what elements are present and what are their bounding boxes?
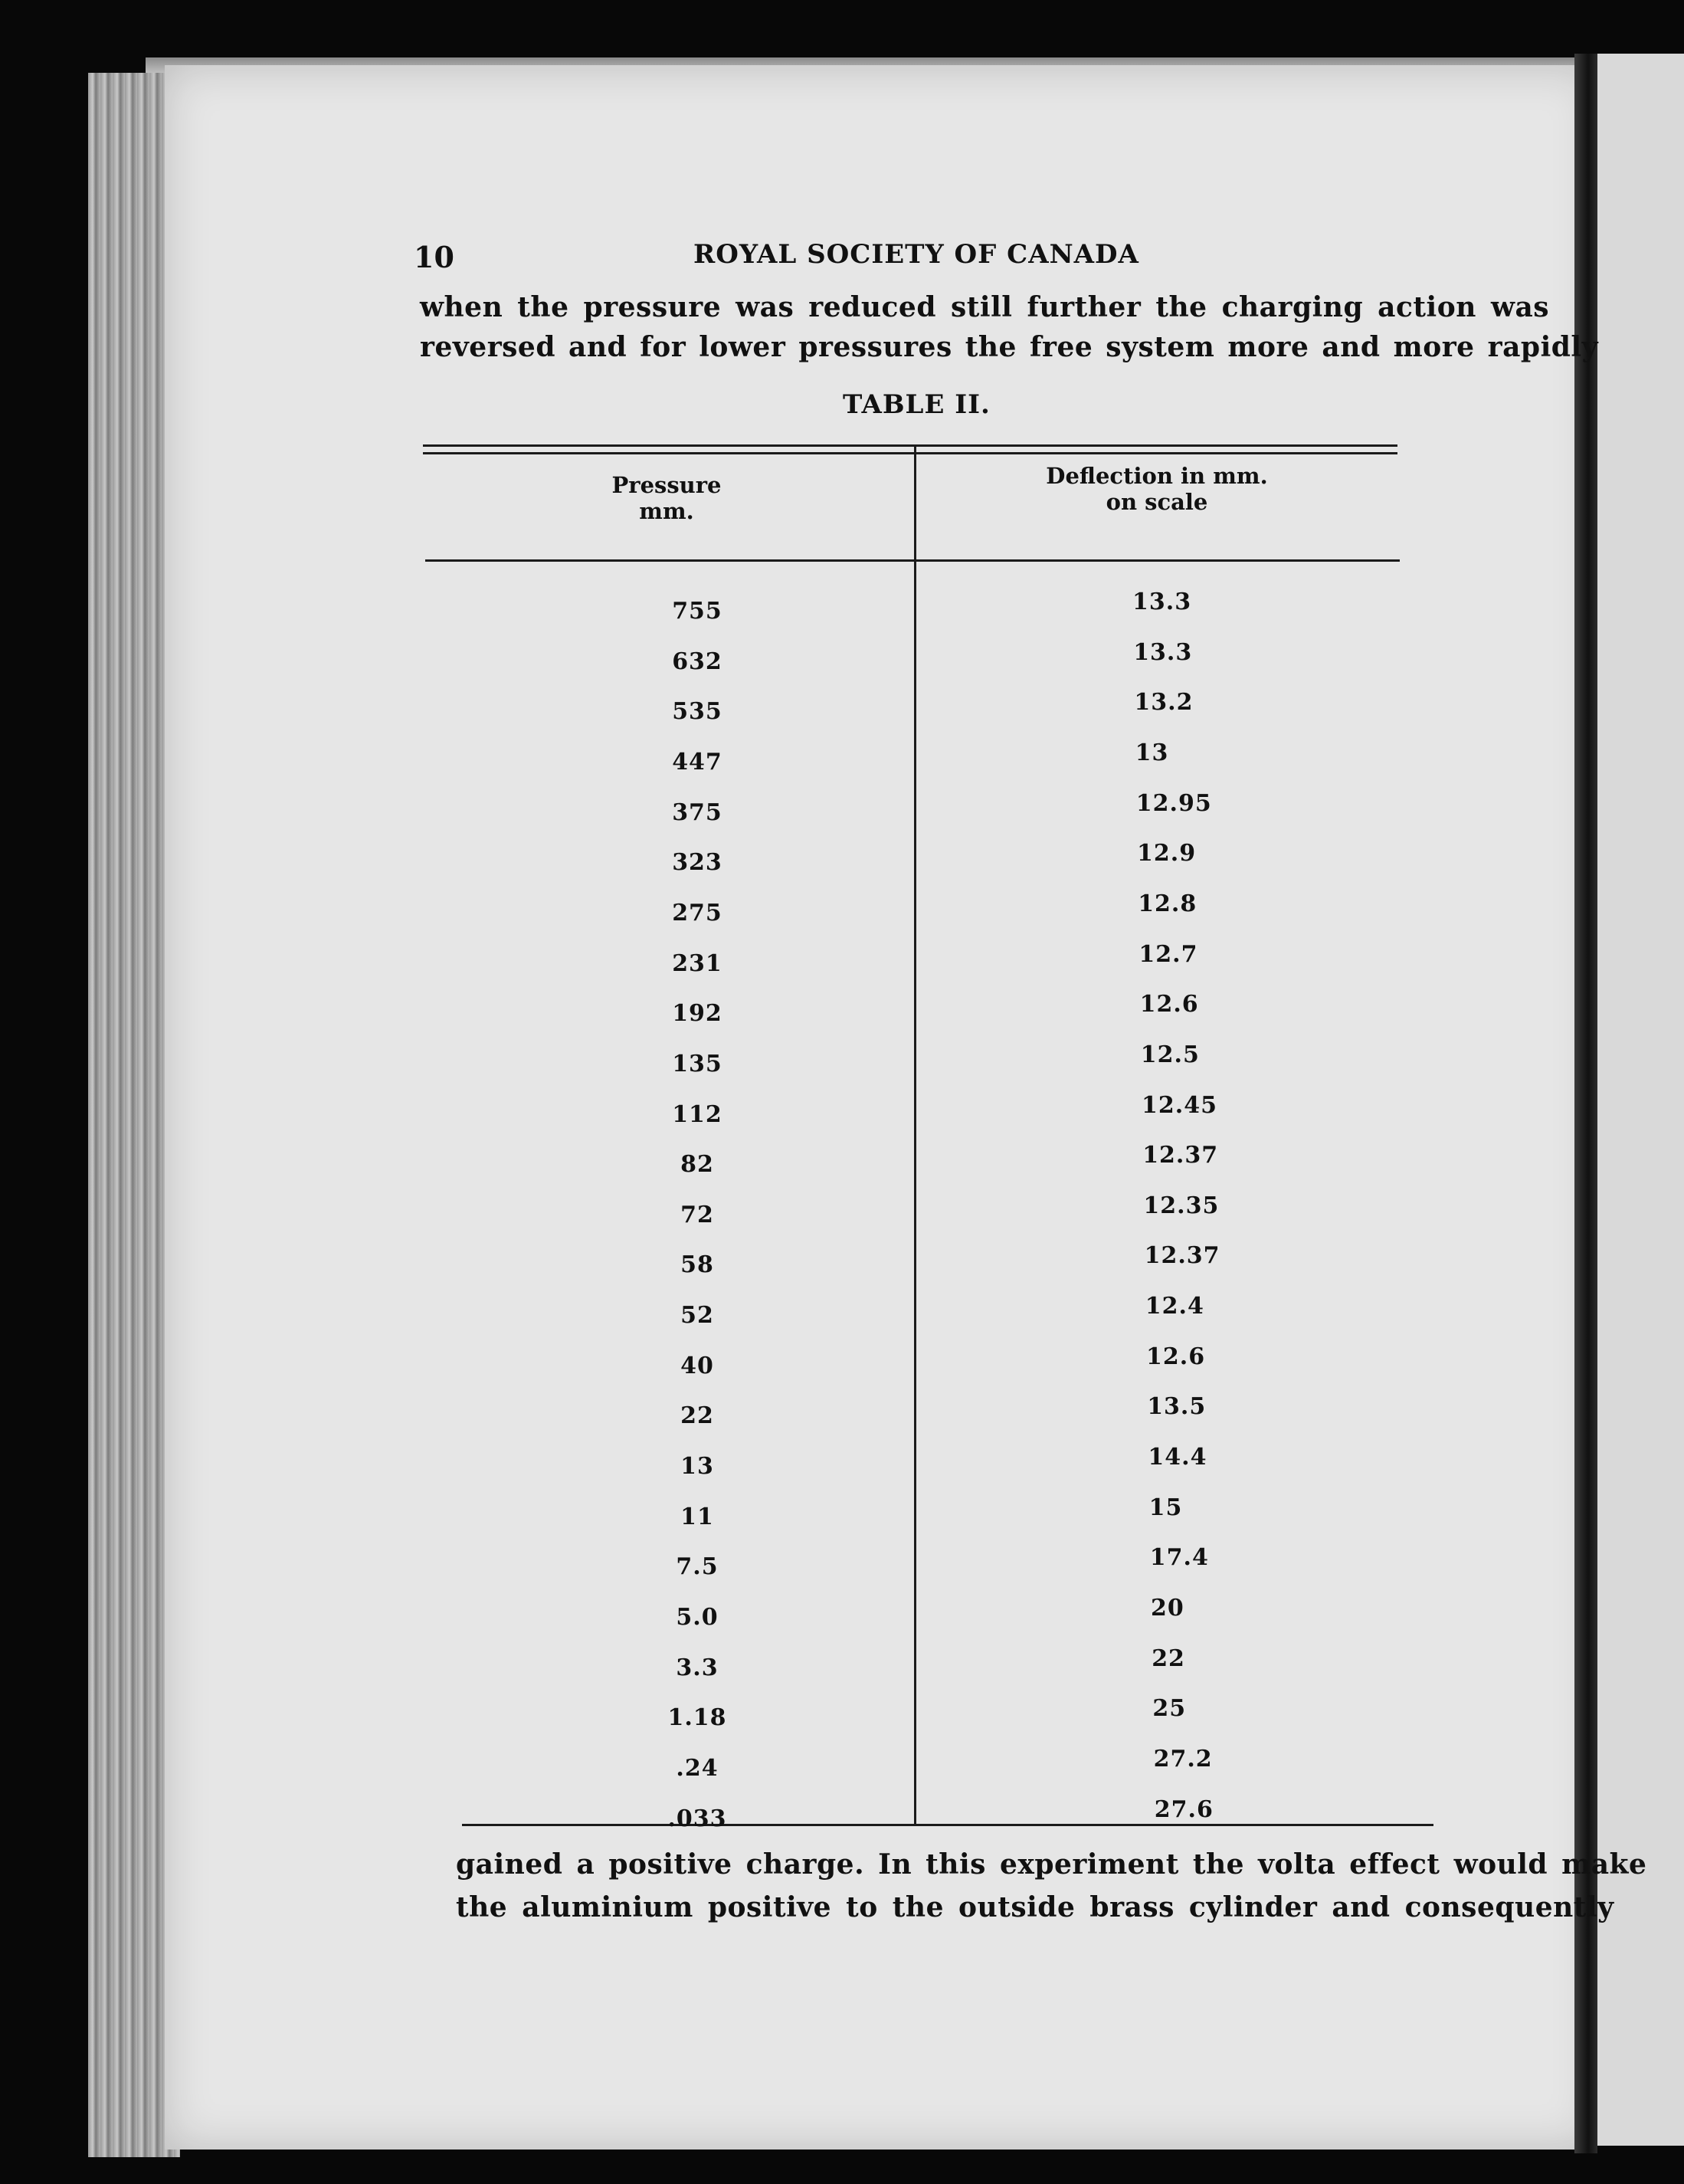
deflection-cell: 13 — [1135, 739, 1169, 766]
table-column-divider — [914, 447, 916, 1826]
book-gutter — [1574, 54, 1597, 2153]
deflection-cell: 12.6 — [1146, 1343, 1206, 1370]
outro-line-2: the aluminium positive to the outside brass cylinder and consequently — [456, 1891, 1614, 1923]
deflection-cell: 12.37 — [1142, 1142, 1219, 1169]
pressure-cell: 375 — [672, 799, 722, 826]
pressure-cell: 58 — [680, 1251, 714, 1279]
facing-page-edge — [1597, 54, 1684, 2146]
pressure-cell: 13 — [680, 1453, 714, 1481]
table-top-rule-double — [423, 452, 1397, 454]
pressure-cell: 112 — [672, 1100, 722, 1128]
book-page — [165, 65, 1597, 2150]
pressure-cell: 82 — [680, 1151, 714, 1179]
running-head: ROYAL SOCIETY OF CANADA — [693, 239, 1139, 270]
intro-line-2: reversed and for lower pressures the free system more and more rapidly — [420, 331, 1599, 363]
pressure-cell: 3.3 — [676, 1654, 719, 1681]
pressure-cell: 40 — [680, 1352, 714, 1379]
pressure-cell: 5.0 — [676, 1604, 719, 1631]
deflection-cell: 15 — [1148, 1494, 1183, 1521]
deflection-cell: 27.2 — [1153, 1745, 1213, 1772]
deflection-cell: 13.3 — [1133, 638, 1193, 666]
deflection-cell: 13.3 — [1132, 589, 1192, 615]
deflection-cell: 14.4 — [1148, 1444, 1207, 1471]
deflection-cell: 12.9 — [1137, 840, 1197, 867]
column-header-pressure — [582, 472, 751, 524]
pressure-cell: 231 — [672, 949, 722, 977]
pressure-cell: 535 — [672, 698, 722, 726]
deflection-cell: 12.5 — [1140, 1041, 1200, 1068]
deflection-cell: 13.5 — [1147, 1393, 1207, 1421]
deflection-cell: 12.7 — [1139, 940, 1198, 968]
deflection-cell: 12.37 — [1144, 1242, 1220, 1270]
table-title: TABLE II. — [843, 389, 991, 420]
pressure-cell: 11 — [680, 1503, 714, 1530]
pressure-cell: 135 — [672, 1050, 722, 1077]
deflection-cell: 12.8 — [1138, 890, 1197, 917]
deflection-cell: 12.6 — [1139, 991, 1199, 1018]
table-top-rule — [423, 444, 1397, 447]
deflection-cell: 12.95 — [1135, 789, 1212, 817]
deflection-cell: 13.2 — [1134, 689, 1194, 717]
pressure-cell: 447 — [672, 748, 722, 776]
deflection-cell: 27.6 — [1154, 1795, 1214, 1823]
column-header-deflection-line-2: on scale — [1106, 489, 1208, 515]
pressure-cell: 72 — [680, 1201, 714, 1228]
deflection-cell: 12.45 — [1142, 1091, 1217, 1119]
deflection-cell: 12.35 — [1143, 1192, 1220, 1219]
pressure-cell: 632 — [672, 648, 722, 675]
pressure-cell: 1.18 — [667, 1704, 727, 1732]
column-header-pressure-line-1: Pressure — [611, 472, 722, 498]
pressure-cell: .24 — [676, 1754, 719, 1782]
column-header-pressure-line-2: mm. — [639, 498, 694, 524]
pressure-cell: .033 — [667, 1805, 727, 1832]
pressure-cell: 323 — [672, 849, 722, 877]
outro-line-1: gained a positive charge. In this experiment the volta effect would make — [456, 1848, 1647, 1881]
column-header-deflection — [1019, 463, 1295, 515]
deflection-cell: 12.4 — [1145, 1293, 1204, 1320]
page-number: 10 — [414, 240, 454, 274]
column-header-deflection-line-1: Deflection in mm. — [1046, 463, 1268, 489]
intro-line-1: when the pressure was reduced still further the charging action was — [420, 291, 1550, 323]
deflection-cell: 20 — [1151, 1595, 1184, 1622]
deflection-cell: 17.4 — [1149, 1544, 1209, 1572]
pressure-cell: 755 — [672, 598, 722, 625]
deflection-cell: 22 — [1152, 1645, 1185, 1672]
pressure-cell: 275 — [672, 899, 722, 926]
deflection-cell: 25 — [1152, 1695, 1187, 1723]
table-bottom-rule — [462, 1824, 1433, 1826]
table-header-rule — [425, 559, 1400, 562]
pressure-cell: 7.5 — [676, 1553, 719, 1581]
pressure-cell: 192 — [672, 1000, 722, 1028]
pressure-cell: 22 — [680, 1402, 714, 1430]
pressure-cell: 52 — [680, 1302, 714, 1330]
